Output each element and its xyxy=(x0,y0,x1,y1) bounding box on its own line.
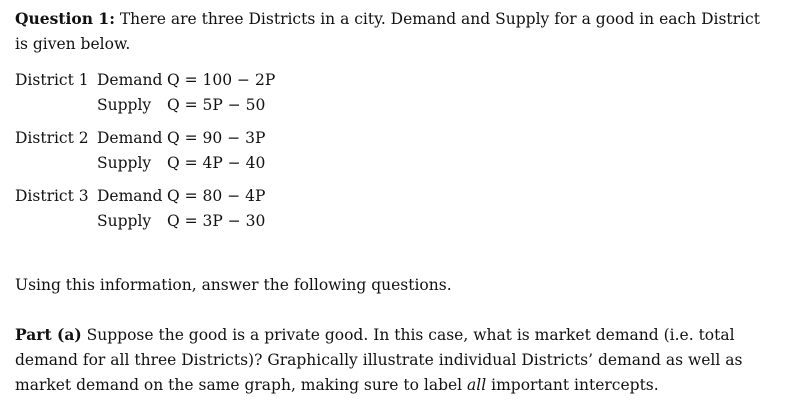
district-2-demand-equation: Q = 90 − 3P xyxy=(167,129,266,147)
part-a-text xyxy=(15,322,775,398)
district-1-demand-label: Demand xyxy=(97,71,163,89)
district-2-supply-equation: Q = 4P − 40 xyxy=(167,154,266,172)
district-3-label: District 3 xyxy=(15,187,89,205)
district-3-demand-label: Demand xyxy=(97,187,163,205)
part-a-body: Suppose the good is a private good. In this case, what is market demand (i.e. total demand for all three Districts)? Graphically illustrate individual Districts’ demand as well as market demand on the same graph, making sure to label xyxy=(15,326,743,394)
instruction-text: Using this information, answer the following questions. xyxy=(15,276,452,294)
district-2-label: District 2 xyxy=(15,129,89,147)
district-1-supply-equation: Q = 5P − 50 xyxy=(167,96,266,114)
part-a-emphasis: all xyxy=(467,376,487,394)
district-3-supply-equation: Q = 3P − 30 xyxy=(167,212,266,230)
district-1-supply-label: Supply xyxy=(97,96,152,114)
district-3-demand-equation: Q = 80 − 4P xyxy=(167,187,266,205)
district-3-supply-label: Supply xyxy=(97,212,152,230)
district-1-demand-equation: Q = 100 − 2P xyxy=(167,71,276,89)
district-2-supply-label: Supply xyxy=(97,154,152,172)
district-1-label: District 1 xyxy=(15,71,89,89)
district-2-demand-label: Demand xyxy=(97,129,163,147)
question-body: There are three Districts in a city. Demand and Supply for a good in each District is given below. xyxy=(15,10,760,53)
part-a-label: Part (a) xyxy=(15,325,82,344)
part-a-body-end: important intercepts. xyxy=(486,376,659,394)
question-1-text xyxy=(15,6,775,57)
question-label: Question 1: xyxy=(15,9,115,28)
